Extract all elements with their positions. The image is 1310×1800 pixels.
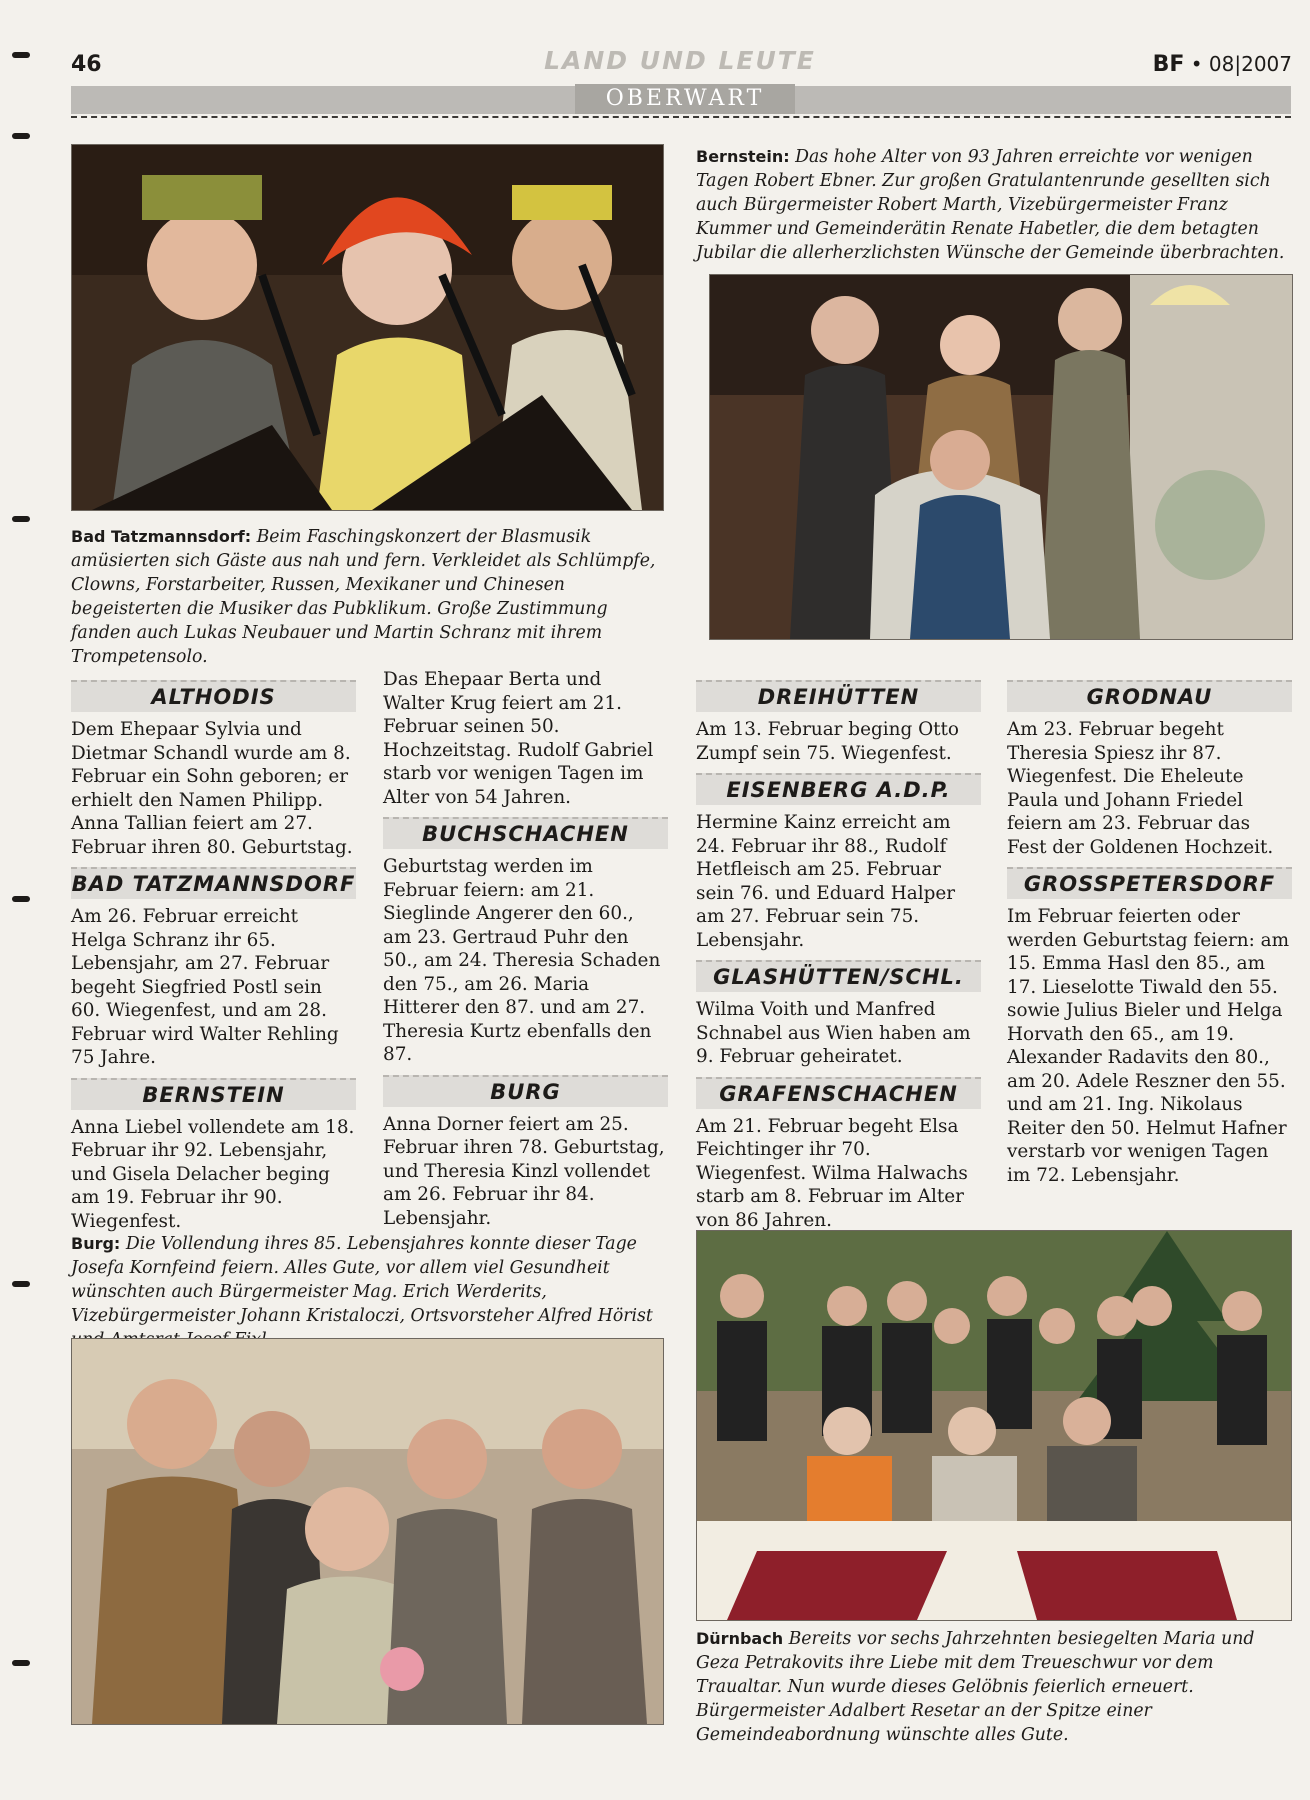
header-divider — [71, 116, 1291, 118]
photo-burg-geburtstag — [71, 1338, 664, 1725]
town-heading: EISENBERG A.D.P. — [696, 773, 981, 805]
town-news: Anna Liebel vollendete am 18. Februar ihr 92. Lebensjahr, und Gisela Delacher beging am 19. Februar ihr 90. Wiegenfest. — [71, 1116, 355, 1232]
town-news: Am 13. Februar beging Otto Zumpf sein 75. Wiegenfest. — [696, 719, 960, 764]
photo-bernstein-jubilar — [709, 274, 1293, 640]
caption-text: Bereits vor sechs Jahrzehnten besiegelten Maria und Geza Petrakovits ihre Liebe mit dem Treueschwur vor dem Traualtar. Nun wurde dieses Gelöbnis feierlich erneuert. Bürgermeister Adalbert Resetar an der Spitze einer Gemeindeabordnung wünschte alles Gute. — [696, 1629, 1255, 1745]
caption-place: Dürnbach — [696, 1629, 784, 1648]
town-heading: BUCHSCHACHEN — [383, 817, 668, 849]
photo-faschingskonzert — [71, 144, 664, 511]
town-news: Dem Ehepaar Sylvia und Dietmar Schandl wurde am 8. Februar ein Sohn geboren; er erhielt den Namen Philipp. Anna Tallian feiert am 27. Februar ihren 80. Geburtstag. — [71, 719, 353, 858]
caption-place: Burg: — [71, 1234, 121, 1253]
town-heading: GROSSPETERSDORF — [1007, 867, 1292, 899]
column-1 — [71, 680, 356, 1241]
caption-burg — [71, 1232, 661, 1352]
margin-mark — [12, 1660, 30, 1666]
margin-mark — [12, 133, 30, 139]
town-news: Geburtstag werden im Februar feiern: am 21. Sieglinde Angerer den 60., am 23. Gertraud Puhr den 50., am 24. Theresia Schaden den 75., am 26. Maria Hitterer den 87. und am 27. Theresia Kurtz ebenfalls den 87. — [383, 856, 661, 1065]
caption-bernstein — [696, 145, 1286, 265]
town-news: Im Februar feierten oder werden Geburtstag feiern: am 15. Emma Hasl den 85., am 17. Lieselotte Tiwald den 55. sowie Julius Bieler und Helga Horvath den 65., am 19. Alexander Radavits den 80., am 20. Adele Reszner den 55. und am 21. Ing. Nikolaus Reiter den 50. Helmut Hafner verstarb vor wenigen Tagen im 72. Lebensjahr. — [1007, 906, 1290, 1186]
town-heading: GRODNAU — [1007, 680, 1292, 712]
column-2 — [383, 668, 668, 1238]
issue-info — [1153, 52, 1292, 77]
issue-date: 08|2007 — [1208, 52, 1292, 76]
town-news: Anna Dorner feiert am 25. Februar ihren 78. Geburtstag, und Theresia Kinzl vollendet am 26. Februar ihr 84. Lebensjahr. — [383, 1113, 665, 1229]
issue-separator: • — [1190, 52, 1203, 76]
region-title: OBERWART — [575, 84, 795, 114]
town-news: Das Ehepaar Berta und Walter Krug feiert am 21. Februar seinen 50. Hochzeitstag. Rudolf Gabriel starb vor wenigen Tagen im Alter von 54 Jahren. — [383, 669, 654, 808]
photo-duernbach-hochzeit — [696, 1230, 1292, 1621]
town-news: Hermine Kainz erreicht am 24. Februar ihr 88., Rudolf Hetfleisch am 25. Februar sein 76. und Eduard Halper am 27. Februar sein 75. Lebensjahr. — [696, 812, 956, 951]
publication-name: BF — [1152, 52, 1185, 77]
caption-text: Das hohe Alter von 93 Jahren erreichte vor wenigen Tagen Robert Ebner. Zur großen Gratulantenrunde gesellten sich auch Bürgermeister Robert Marth, Vizebürgermeister Franz Kummer und Gemeinderätin Renate Habetler, die dem betagten Jubilar die allerherzlichsten Wünsche der Gemeinde überbrachten. — [696, 147, 1285, 263]
caption-text: Beim Faschingskonzert der Blasmusik amüsierten sich Gäste aus nah und fern. Verkleidet als Schlümpfe, Clowns, Forstarbeiter, Russen, Mexikaner und Chinesen begeisterten die Musiker das Pubklikum. Große Zustimmung fanden auch Lukas Neubauer und Martin Schranz mit ihrem Trompetensolo. — [71, 527, 656, 667]
town-news: Am 26. Februar erreicht Helga Schranz ihr 65. Lebensjahr, am 27. Februar begeht Siegfried Postl sein 60. Wiegenfest, und am 28. Februar wird Walter Rehling 75 Jahre. — [71, 906, 339, 1068]
town-heading: DREIHÜTTEN — [696, 680, 981, 712]
town-heading: GRAFENSCHACHEN — [696, 1077, 981, 1109]
caption-text: Die Vollendung ihres 85. Lebensjahres konnte dieser Tage Josefa Kornfeind feiern. Alles Gute, vor allem viel Gesundheit wünschten auch Bürgermeister Mag. Erich Werderits, Vizebürgermeister Johann Kristaloczi, Ortsvorsteher Alfred Hörist — [71, 1234, 653, 1326]
town-news: Wilma Voith und Manfred Schnabel aus Wien haben am 9. Februar geheiratet. — [696, 999, 971, 1067]
margin-mark — [12, 896, 30, 902]
town-news: Am 23. Februar begeht Theresia Spiesz ihr 87. Wiegenfest. Die Eheleute Paula und Johann Friedel feiern am 23. Februar das Fest der Goldenen Hochzeit. — [1007, 719, 1274, 858]
margin-mark — [12, 516, 30, 522]
column-3 — [696, 680, 981, 1240]
town-heading: BERNSTEIN — [71, 1078, 356, 1110]
town-heading: GLASHÜTTEN/SCHL. — [696, 960, 981, 992]
town-news: Am 21. Februar begeht Elsa Feichtinger ihr 70. Wiegenfest. Wilma Halwachs starb am 8. Februar im Alter von 86 Jahren. — [696, 1115, 968, 1231]
column-4 — [1007, 680, 1292, 1195]
margin-mark — [12, 1281, 30, 1287]
caption-place: Bernstein: — [696, 147, 790, 166]
town-heading: BAD TATZMANNSDORF — [71, 867, 356, 899]
section-title: LAND UND LEUTE — [544, 46, 816, 75]
caption-place: Bad Tatzmannsdorf: — [71, 527, 252, 546]
caption-tatzmannsdorf — [71, 525, 661, 669]
page-number: 46 — [71, 52, 102, 77]
town-heading: ALTHODIS — [71, 680, 356, 712]
town-heading: BURG — [383, 1075, 668, 1107]
caption-duernbach — [696, 1627, 1290, 1747]
margin-mark — [12, 52, 30, 58]
